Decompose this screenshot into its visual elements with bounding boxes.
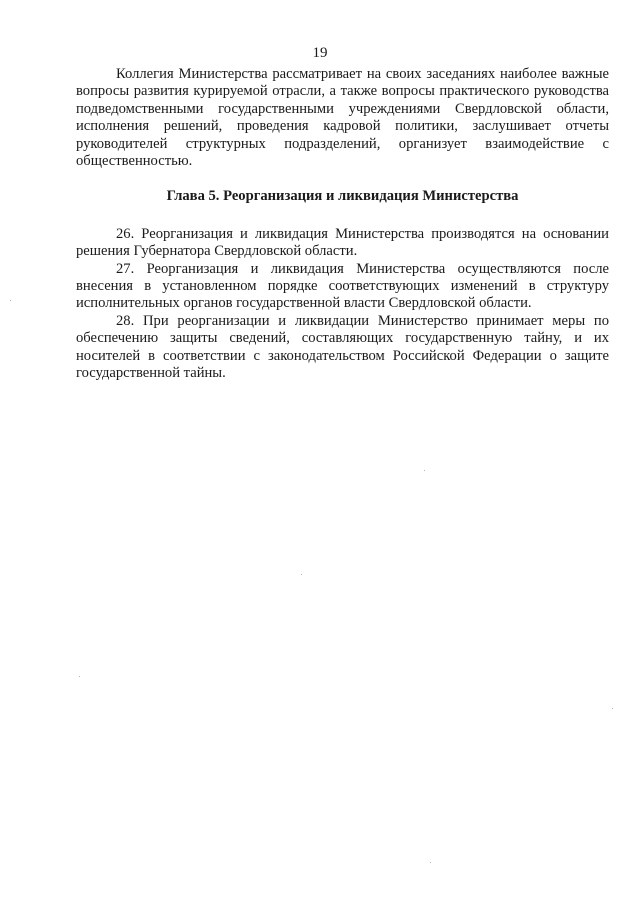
scan-speck [10, 300, 11, 301]
page-content [76, 66, 609, 383]
chapter-items [76, 226, 609, 383]
scan-speck [430, 862, 431, 863]
item-28-paragraph: 28. При реорганизации и ликвидации Министерство принимает меры по обеспечению защиты сведений, составляющих государственную тайну, и их носителей в соответствии с законодательством Российской Федерации о защите государственной тайны. [76, 312, 609, 382]
scan-speck [612, 708, 613, 709]
scan-speck [424, 470, 425, 471]
chapter-title: Глава 5. Реорганизация и ликвидация Министерства [166, 188, 519, 205]
item-26-paragraph: 26. Реорганизация и ликвидация Министерства производятся на основании решения Губернатора Свердловской области. [76, 225, 609, 260]
item-27-paragraph: 27. Реорганизация и ликвидация Министерства осуществляются после внесения в установленном порядке соответствующих изменений в структуру исполнительных органов государственной власти Свердловской области. [76, 260, 609, 312]
page-number: 19 [312, 45, 328, 61]
scan-speck [301, 574, 302, 575]
collegium-paragraph: Коллегия Министерства рассматривает на своих заседаниях наиболее важные вопросы развития курируемой отрасли, а также вопросы практического руководства подведомственными государственными учреждениями Свердловской области, исполнения решений, проведения кадровой политики, заслушивает отчеты руководителей структурных подразделений, организует взаимодействие с общественностью. [76, 66, 609, 170]
scan-speck [79, 676, 80, 677]
